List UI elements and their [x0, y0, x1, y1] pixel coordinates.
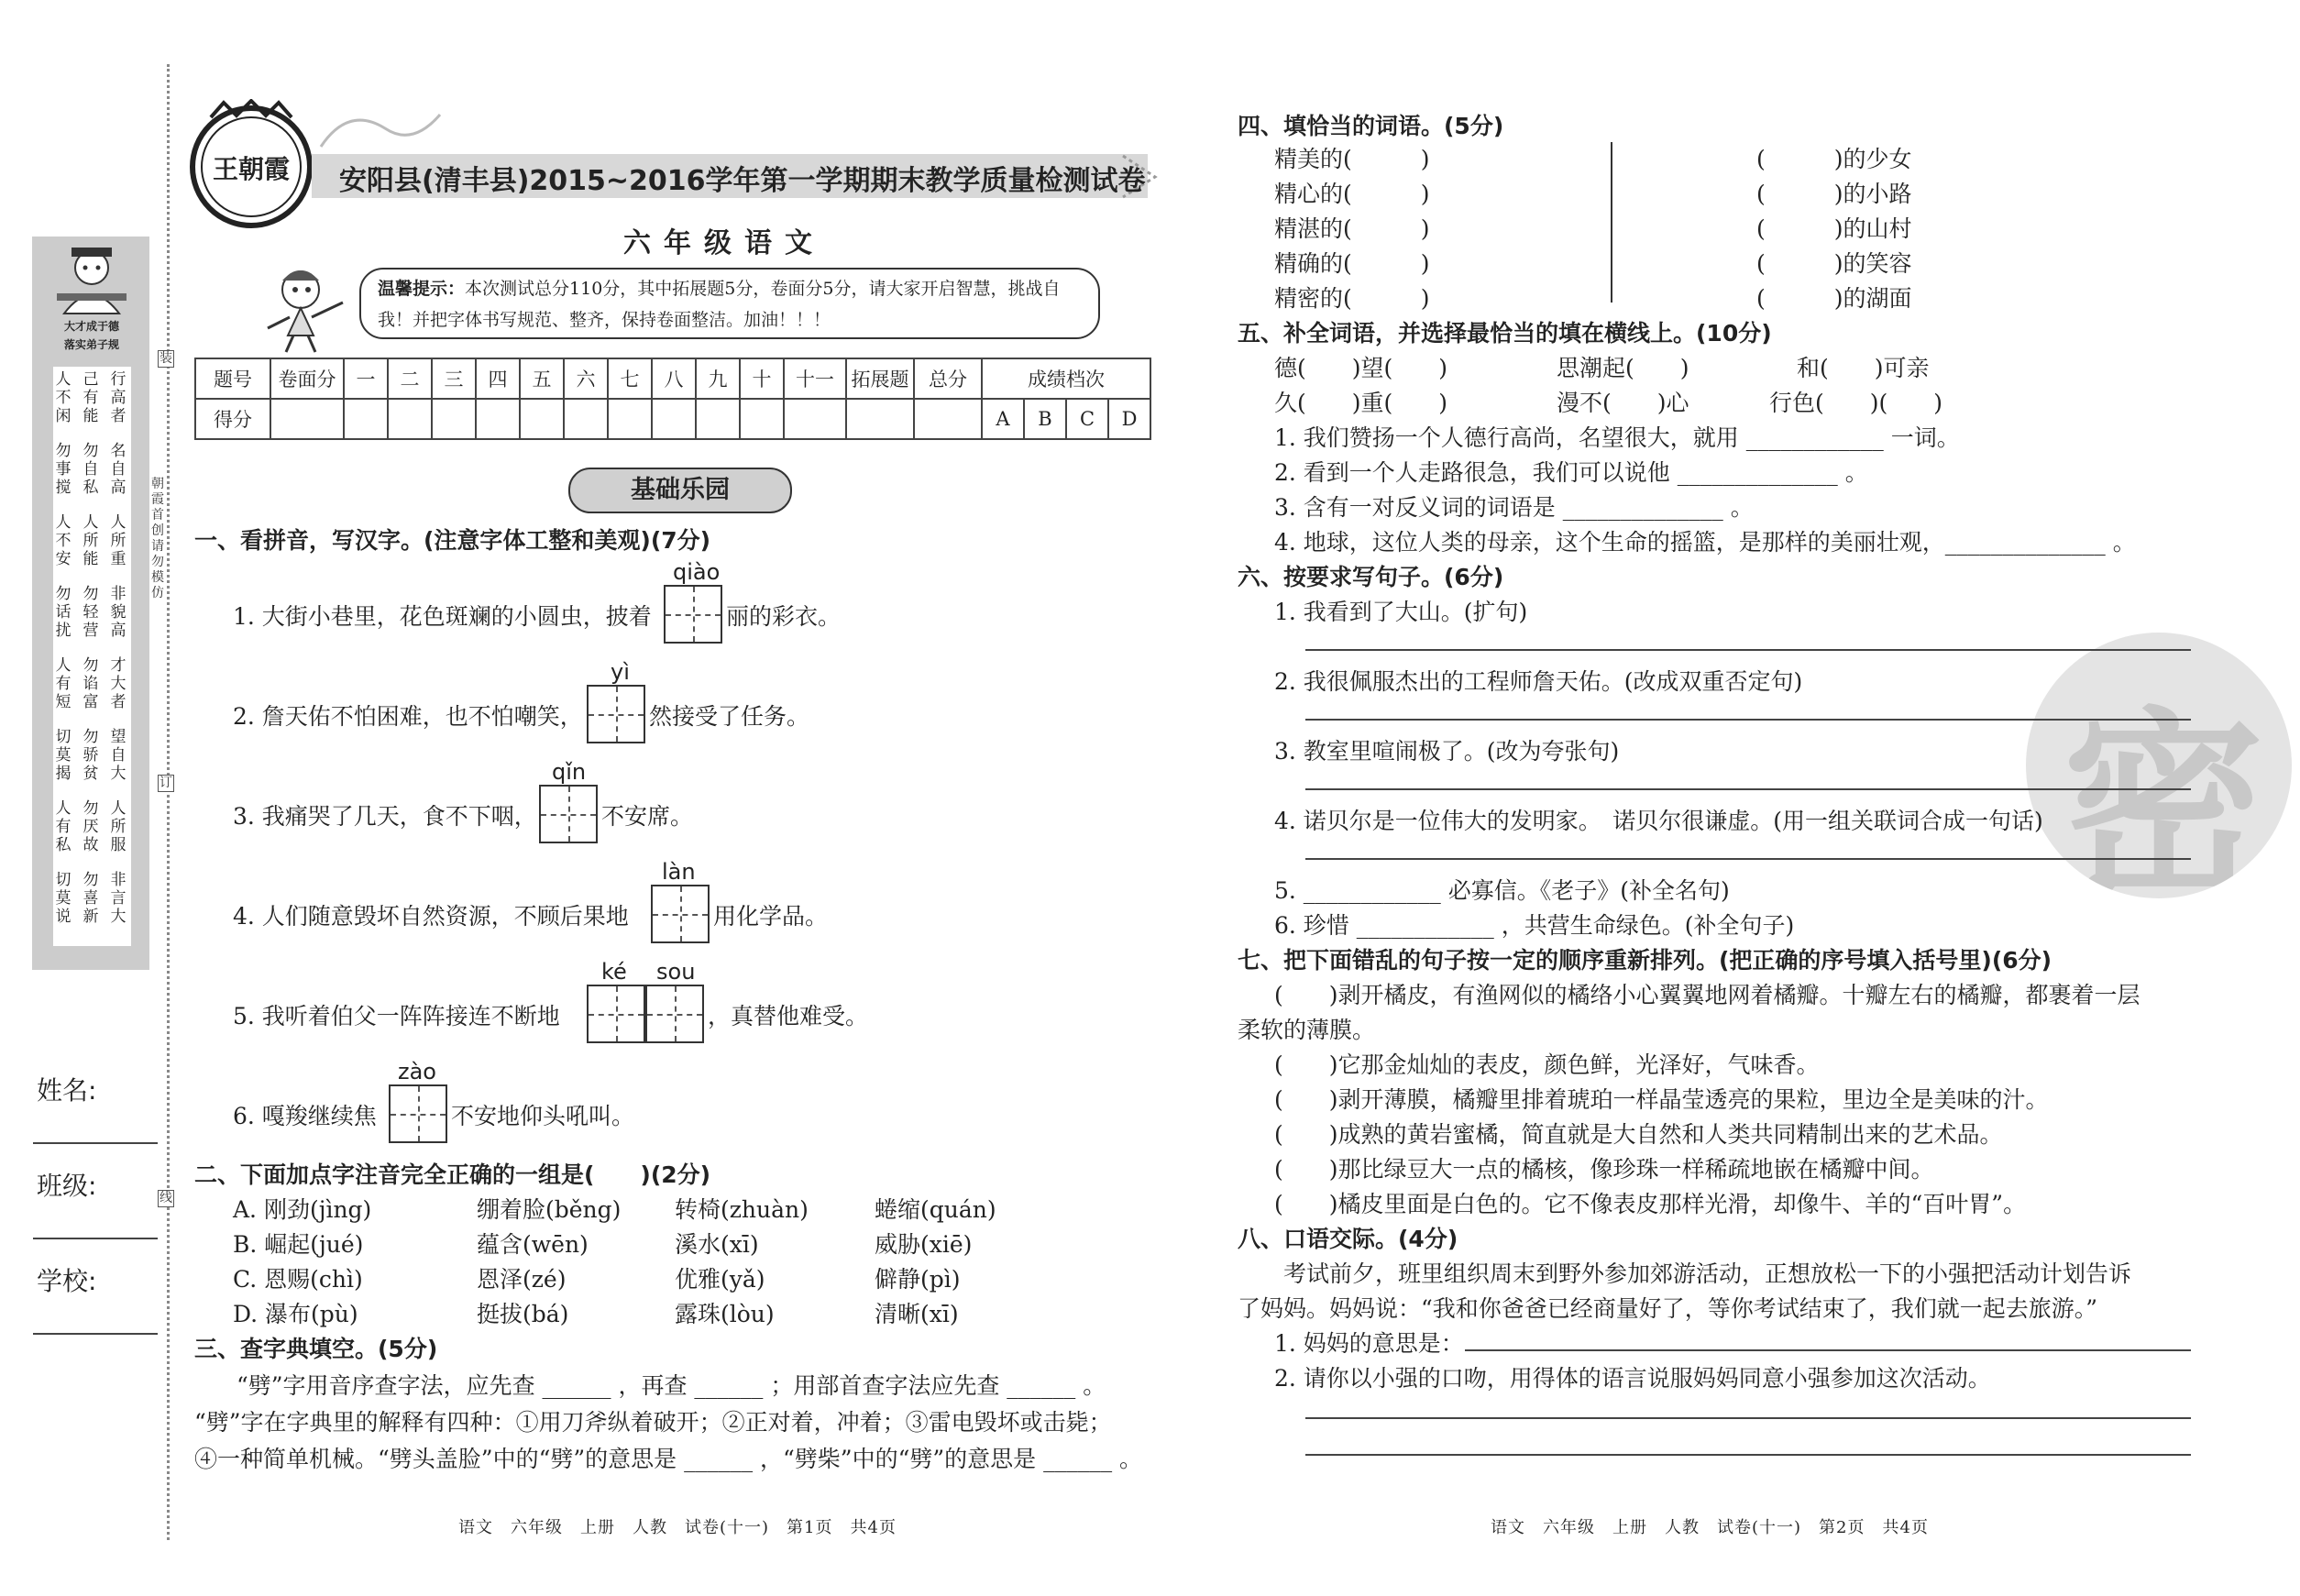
grade-cell[interactable]: A — [982, 399, 1024, 439]
score-header-cell: 成绩档次 — [982, 358, 1150, 399]
grade-cell[interactable]: C — [1066, 399, 1108, 439]
school-label: 学校: — [37, 1266, 97, 1296]
motto-line-2: 落实弟子规 — [63, 338, 119, 351]
motto-col: 勿自私 — [83, 442, 99, 497]
s7-sentence[interactable]: ( )它那金灿灿的表皮，颜色鲜，光泽好，气味香。 — [1274, 1051, 1820, 1078]
score-cell[interactable] — [846, 399, 914, 439]
motto-col: 人所能 — [83, 513, 99, 568]
s8-answer-line-3[interactable] — [1305, 1454, 2191, 1456]
ribbon-decoration-icon — [312, 101, 449, 156]
tip-text: 本次测试总分110分，其中拓展题5分，卷面分5分，请大家开启智慧，挑战自我！并把字体书写规范、整齐，保持卷面整洁。加油！！！ — [378, 279, 1061, 330]
s1-q1-char-box[interactable] — [664, 585, 722, 644]
name-label: 姓名: — [37, 1075, 97, 1106]
s4-right-item[interactable]: ( )的山村 — [1756, 215, 1912, 242]
class-label: 班级: — [37, 1171, 97, 1201]
s6-question: 6. 珍惜 ____________ ，共营生命绿色。(补全句子) — [1274, 912, 1795, 939]
motto-col: 望自大 — [110, 728, 127, 783]
motto-col: 名自高 — [110, 442, 127, 497]
score-cell[interactable] — [608, 399, 652, 439]
footer-left: 语文 六年级 上册 人教 试卷(十一) 第1页 共4页 — [458, 1518, 897, 1537]
motto-col: 人有私 — [55, 799, 72, 854]
s1-q6-post: 不安地仰头吼叫。 — [451, 1103, 635, 1129]
exam-title: 安阳县(清丰县)2015~2016学年第一学期期末教学质量检测试卷 — [339, 165, 1146, 197]
s2-option: 露珠(lòu) — [675, 1301, 775, 1327]
score-cell[interactable] — [388, 399, 432, 439]
s5-word[interactable]: 漫不( )心 — [1557, 390, 1689, 416]
score-header-cell: 九 — [696, 358, 740, 399]
school-field[interactable] — [33, 1333, 158, 1335]
score-header-cell: 五 — [520, 358, 564, 399]
s4-left-item[interactable]: 精湛的( ) — [1274, 215, 1430, 242]
motto-line-1: 大才成于德 — [63, 320, 119, 333]
score-cell[interactable] — [696, 399, 740, 439]
score-table — [194, 358, 1151, 440]
fold-mark: 装 — [160, 351, 172, 366]
section-5-title: 五、补全词语，并选择最恰当的填在横线上。(10分) — [1238, 320, 1772, 347]
score-header-cell: 四 — [476, 358, 520, 399]
motto-col: 勿喜新 — [83, 871, 99, 926]
s8-paragraph-1: 考试前夕，班里组织周末到野外参加郊游活动，正想放松一下的小强把活动计划告诉 — [1283, 1260, 2132, 1287]
section-8-title: 八、口语交际。(4分) — [1238, 1226, 1458, 1252]
s5-question: 4. 地球，这位人类的母亲，这个生命的摇篮，是那样的美丽壮观，______________ 。 — [1274, 529, 2136, 556]
s5-word[interactable]: 和( )可亲 — [1797, 355, 1930, 381]
s2-option: 转椅(zhuàn) — [675, 1196, 809, 1223]
score-header-cell: 题号 — [195, 358, 270, 399]
s1-q3-post: 不安席。 — [601, 803, 694, 830]
s7-sentence[interactable]: ( )剥开薄膜，橘瓣里排着琥珀一样晶莹透亮的果粒，里边全是美味的汁。 — [1274, 1086, 2049, 1113]
motto-text — [39, 317, 145, 354]
grade-cell[interactable]: B — [1024, 399, 1066, 439]
score-header-cell: 七 — [608, 358, 652, 399]
s2-option[interactable]: D. 瀑布(pù) — [233, 1301, 358, 1327]
s2-option: 溪水(xī) — [675, 1231, 759, 1258]
score-header-cell: 总分 — [914, 358, 982, 399]
s7-sentence[interactable]: ( )剥开橘皮，有渔网似的橘络小心翼翼地网着橘瓣。十瓣左右的橘瓣，都裹着一层 — [1274, 982, 2140, 1008]
copyright-seal-text: 朝霞首创 请勿模仿 — [151, 477, 164, 600]
s1-q2-pre: 2. 詹天佑不怕困难，也不怕嘲笑， — [233, 703, 583, 730]
grade-cell[interactable]: D — [1108, 399, 1150, 439]
s1-q5-pinyin-2: sou — [656, 959, 696, 985]
s1-q5-pinyin-1: ké — [601, 959, 627, 985]
score-cell[interactable] — [476, 399, 520, 439]
score-cell[interactable] — [784, 399, 846, 439]
section-3-title: 三、查字典填空。(5分) — [194, 1336, 438, 1362]
s8-answer-line-2[interactable] — [1305, 1417, 2191, 1419]
s1-q3-pinyin: qǐn — [552, 759, 587, 785]
motto-col: 行高者 — [110, 370, 127, 425]
s4-right-item[interactable]: ( )的湖面 — [1756, 285, 1912, 312]
score-cell[interactable] — [432, 399, 476, 439]
class-field[interactable] — [33, 1238, 158, 1239]
s1-q5-post: ，真替他难受。 — [708, 1003, 869, 1029]
s8-paragraph-2: 了妈妈。妈妈说：“我和你爸爸已经商量好了，等你考试结束了，我们就一起去旅游。” — [1238, 1295, 2098, 1322]
motto-col: 己有能 — [83, 370, 99, 425]
s1-q4-pinyin: làn — [662, 859, 696, 885]
score-header-cell: 拓展题 — [846, 358, 914, 399]
s1-q6-pinyin: zào — [398, 1059, 436, 1084]
motto-col: 切莫揭 — [55, 728, 72, 783]
s4-left-item[interactable]: 精确的( ) — [1274, 250, 1430, 277]
motto-col: 人有短 — [55, 656, 72, 711]
motto-col: 人所重 — [110, 513, 127, 568]
s6-question: 3. 教室里喧闹极了。(改为夸张句) — [1274, 738, 1620, 765]
mascot-cartoon-icon — [255, 264, 358, 356]
footer-right: 语文 六年级 上册 人教 试卷(十一) 第2页 共4页 — [1491, 1518, 1929, 1537]
s6-answer-line[interactable] — [1305, 788, 2191, 790]
s4-right-item[interactable]: ( )的小路 — [1756, 181, 1912, 207]
s8-answer-line-1[interactable] — [1465, 1349, 2191, 1351]
section-2-title: 二、下面加点字注音完全正确的一组是( )(2分) — [194, 1161, 711, 1188]
column-divider — [1611, 142, 1612, 303]
s1-q5-pre: 5. 我听着伯父一阵阵接连不断地 — [233, 1003, 560, 1029]
s2-option: 绷着脸(běng) — [477, 1196, 622, 1223]
s2-option: 威胁(xiē) — [875, 1231, 973, 1258]
score-cell[interactable] — [740, 399, 784, 439]
s2-option[interactable]: A. 刚劲(jìng) — [233, 1196, 372, 1223]
s1-q5-char-box-1[interactable] — [587, 985, 645, 1043]
motto-columns — [53, 367, 131, 946]
s6-answer-line[interactable] — [1305, 858, 2191, 860]
s5-word[interactable]: 思潮起( ) — [1557, 355, 1689, 381]
s2-option[interactable]: B. 崛起(jué) — [233, 1231, 364, 1258]
s2-option: 清晰(xī) — [875, 1301, 959, 1327]
section-7-title: 七、把下面错乱的句子按一定的顺序重新排列。(把正确的序号填入括号里)(6分) — [1238, 947, 2052, 974]
section-6-title: 六、按要求写句子。(6分) — [1238, 564, 1504, 590]
score-cell[interactable] — [520, 399, 564, 439]
s7-sentence-cont: 柔软的薄膜。 — [1238, 1017, 1376, 1043]
fold-mark: 线 — [160, 1191, 172, 1205]
s4-left-item[interactable]: 精心的( ) — [1274, 181, 1430, 207]
s6-answer-line[interactable] — [1305, 719, 2191, 721]
s5-word[interactable]: 德( )望( ) — [1274, 355, 1448, 381]
score-header-cell: 六 — [564, 358, 608, 399]
motto-col: 才大者 — [110, 656, 127, 711]
s8-question-2: 2. 请你以小强的口吻，用得体的语言说服妈妈同意小强参加这次活动。 — [1274, 1365, 1991, 1392]
s1-q1-pre: 1. 大街小巷里，花色斑斓的小圆虫，披着 — [233, 603, 652, 630]
s2-option: 僻静(pì) — [875, 1266, 961, 1293]
s6-question: 2. 我很佩服杰出的工程师詹天佑。(改成双重否定句) — [1274, 668, 1803, 695]
s1-q2-pinyin: yì — [611, 659, 630, 685]
motto-col: 勿骄贫 — [83, 728, 99, 783]
section-1-title: 一、看拼音，写汉字。(注意字体工整和美观)(7分) — [194, 527, 711, 554]
s7-sentence[interactable]: ( )成熟的黄岩蜜橘，简直就是大自然和人类共同精制出来的艺术品。 — [1274, 1121, 2003, 1148]
s1-q6-char-box[interactable] — [389, 1084, 447, 1143]
score-header-cell: 卷面分 — [270, 358, 344, 399]
s7-sentence[interactable]: ( )那比绿豆大一点的橘核，像珍珠一样稀疏地嵌在橘瓣中间。 — [1274, 1156, 1934, 1183]
score-cell[interactable] — [270, 399, 344, 439]
score-header-cell: 八 — [652, 358, 696, 399]
s1-q4-char-box[interactable] — [651, 885, 710, 943]
s6-question: 1. 我看到了大山。(扩句) — [1274, 599, 1528, 625]
motto-col: 勿轻营 — [83, 585, 99, 640]
s5-question: 3. 含有一对反义词的词语是 ______________ 。 — [1274, 494, 1754, 521]
motto-col: 人所服 — [110, 799, 127, 854]
motto-col: 勿谄富 — [83, 656, 99, 711]
logo-text: 王朝霞 — [212, 154, 291, 184]
score-cell[interactable] — [652, 399, 696, 439]
score-header-cell: 一 — [344, 358, 388, 399]
s6-question: 5. ____________ 必寡信。《老子》(补全名句) — [1274, 877, 1730, 904]
score-header-cell: 三 — [432, 358, 476, 399]
tip-bubble — [359, 268, 1100, 339]
s2-option: 蕴含(wēn) — [477, 1231, 589, 1258]
s1-q1-post: 丽的彩衣。 — [726, 603, 842, 630]
s4-right-item[interactable]: ( )的笑容 — [1756, 250, 1912, 277]
s5-question: 2. 看到一个人走路很急，我们可以说他 ______________ 。 — [1274, 459, 1868, 486]
s4-left-item[interactable]: 精密的( ) — [1274, 285, 1430, 312]
s1-q6-pre: 6. 嘎羧继续焦 — [233, 1103, 377, 1129]
score-header-cell: 二 — [388, 358, 432, 399]
s2-option[interactable]: C. 恩赐(chì) — [233, 1266, 363, 1293]
section-banner: 基础乐园 — [568, 468, 792, 513]
motto-col: 非貌高 — [110, 585, 127, 640]
s1-q5-char-box-2[interactable] — [645, 985, 704, 1043]
s2-option: 恩泽(zé) — [477, 1266, 567, 1293]
tip-label: 温馨提示： — [378, 279, 466, 299]
section-4-title: 四、填恰当的词语。(5分) — [1238, 113, 1504, 139]
s2-option: 优雅(yǎ) — [675, 1266, 765, 1293]
s4-left-item[interactable]: 精美的( ) — [1274, 146, 1430, 172]
s3-line-1: “劈”字用音序查字法，应先查 ______ ，再查 ______ ；用部首查字法应先查 ______ 。 — [237, 1372, 1106, 1399]
motto-col: 人不安 — [55, 513, 72, 568]
s7-sentence[interactable]: ( )橘皮里面是白色的。它不像表皮那样光滑，却像牛、羊的“百叶胃”。 — [1274, 1191, 2027, 1217]
s2-option: 蜷缩(quán) — [875, 1196, 996, 1223]
s1-q4-pre: 4. 人们随意毁坏自然资源，不顾后果地 — [233, 903, 629, 930]
s6-question: 4. 诺贝尔是一位伟大的发明家。 诺贝尔很谦虚。(用一组关联词合成一句话) — [1274, 808, 2043, 834]
s1-q3-char-box[interactable] — [539, 785, 598, 843]
s3-line-3: ④一种简单机械。“劈头盖脸”中的“劈”的意思是 ______ ，“劈柴”中的“劈”的意思是 ______ 。 — [194, 1446, 1143, 1472]
motto-col: 切莫说 — [55, 871, 72, 926]
s1-q4-post: 用化学品。 — [713, 903, 829, 930]
motto-col: 勿话扰 — [55, 585, 72, 640]
s1-q1-pinyin: qiào — [673, 559, 721, 585]
score-cell[interactable] — [344, 399, 388, 439]
motto-col: 人不闲 — [55, 370, 72, 425]
brand-logo — [183, 99, 319, 235]
s1-q2-char-box[interactable] — [587, 685, 645, 743]
scholar-cartoon-icon — [48, 246, 136, 315]
name-field[interactable] — [33, 1142, 158, 1144]
score-header-cell: 十一 — [784, 358, 846, 399]
s4-right-item[interactable]: ( )的少女 — [1756, 146, 1912, 172]
s5-word[interactable]: 行色( )( ) — [1769, 390, 1943, 416]
exam-subtitle: 六年级语文 — [623, 227, 825, 259]
s5-question: 1. 我们赞扬一个人德行高尚，名望很大，就用 ____________ 一词。 — [1274, 424, 1960, 451]
fold-mark: 订 — [160, 776, 172, 790]
motto-col: 非言大 — [110, 871, 127, 926]
s8-question-1: 1. 妈妈的意思是： — [1274, 1330, 1464, 1357]
s6-answer-line[interactable] — [1305, 649, 2191, 651]
score-header-cell: 十 — [740, 358, 784, 399]
score-cell[interactable] — [914, 399, 982, 439]
s1-q2-post: 然接受了任务。 — [649, 703, 810, 730]
s5-word[interactable]: 久( )重( ) — [1274, 390, 1448, 416]
motto-col: 勿事搅 — [55, 442, 72, 497]
motto-col: 勿厌故 — [83, 799, 99, 854]
binding-dotted-line — [167, 64, 170, 1540]
s3-line-2: “劈”字在字典里的解释有四种：①用刀斧纵着破开；②正对着，冲着；③雷电毁坏或击毙； — [194, 1409, 1112, 1436]
watermark-text: 密 — [2063, 690, 2265, 898]
score-row-label: 得分 — [195, 399, 270, 439]
score-cell[interactable] — [564, 399, 608, 439]
s1-q3-pre: 3. 我痛哭了几天，食不下咽， — [233, 803, 537, 830]
s2-option: 挺拔(bá) — [477, 1301, 569, 1327]
